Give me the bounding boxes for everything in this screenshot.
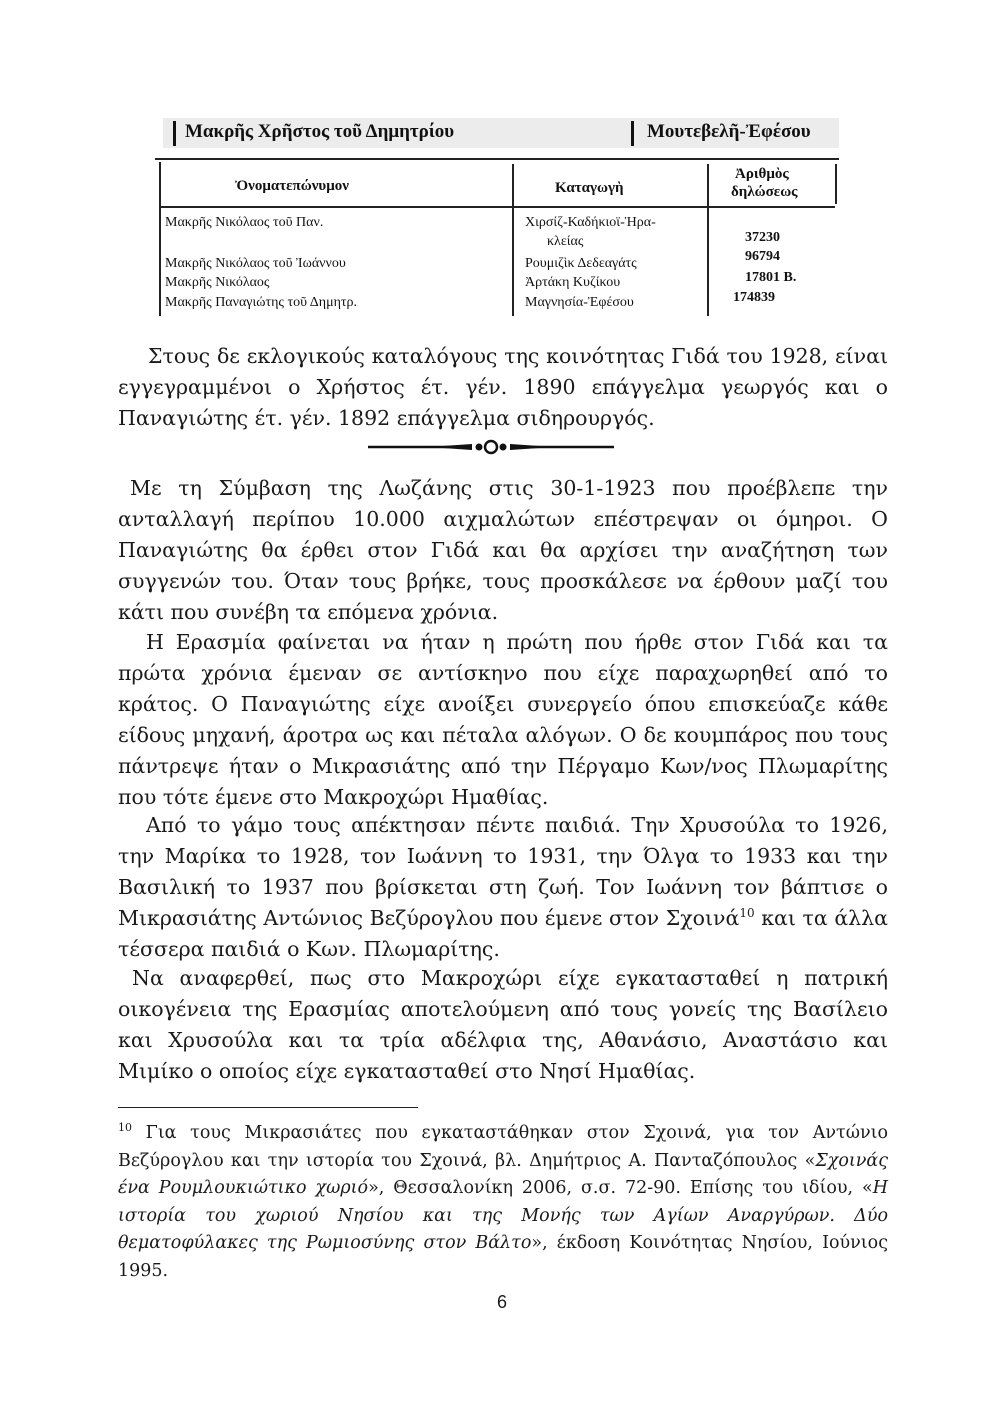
- paragraph-text: Από το γάμο τους απέκτησαν πέντε παιδιά. Την Χρυσούλα το 1926, την Μαρίκα το 1928, τον Ιωάννη το 1931, την Όλγα το 1933 και την Βασιλική το 1937 που βρίσκεται στη ζωή. Τον Ιωάννη τον βάπτισε ο Μικρασιάτης Αντώνιος Βεζύρογλου που έμενε στον Σχοινά: [118, 813, 888, 930]
- scanned-clipping-table: [155, 158, 839, 316]
- footnote-title: Σχοινάς ένα Ρουμλουκιώτικο χωριό: [118, 1150, 888, 1198]
- table-cell-origin: Ἀρτάκη Κυζίκου: [525, 275, 621, 290]
- table-cell-origin: Χιρσίζ-Καδήκιοϊ-Ἡρα-: [525, 215, 656, 230]
- table-cell-number: 37230: [745, 230, 780, 245]
- table-right-rule: [835, 164, 837, 204]
- table-cell-number: 96794: [745, 249, 780, 264]
- table-top-rule: [155, 158, 839, 160]
- table-cell-origin: Ρουμιζὶκ Δεδεαγάτς: [525, 256, 637, 271]
- footnote: [118, 1120, 888, 1285]
- footnote-separator: [118, 1107, 418, 1108]
- ornament-divider-icon: [368, 437, 614, 457]
- table-cell-origin: Μαγνησία-Ἐφέσου: [525, 295, 634, 310]
- footnote-title: Η ιστορία του χωριού Νησίου και της Μονής των Αγίων Αναργύρων. Δύο θεματοφύλακες της Ρωμιοσύνης στον Βάλτο: [118, 1178, 888, 1253]
- clipping-divider: [173, 121, 176, 146]
- footnote-number: 10: [118, 1121, 132, 1135]
- clipping-name: Μακρῆς Χρῆστος τοῦ Δημητρίου: [185, 121, 455, 142]
- paragraph: Να αναφερθεί, πως στο Μακροχώρι είχε εγκατασταθεί η πατρική οικογένεια της Ερασμίας αποτελούμενη από τους γονείς της Βασίλειο και Χρυσούλα και τα τρία αδέλφια της, Αθανάσιο, Αναστάσιο και Μιμίκο ο οποίος είχε εγκατασταθεί στο Νησί Ημαθίας.: [118, 966, 888, 1083]
- table-cell-origin: κλείας: [547, 234, 584, 249]
- footnote-text: », έκδοση Κοινότητας Νησίου, Ιούνιος 1995.: [118, 1233, 889, 1281]
- clipping-origin: Μουτεβελῆ-Ἐφέσου: [647, 121, 811, 142]
- paragraph: Με τη Σύμβαση της Λωζάνης στις 30-1-1923 που προέβλεπε την ανταλλαγή περίπου 10.000 αιχμαλώτων επέστρεψαν οι όμηροι. Ο Παναγιώτης θα έρθει στον Γιδά και θα αρχίσει την αναζήτηση των συγγενών του. Όταν τους βρήκε, τους προσκάλεσε να έρθουν μαζί του κάτι που συνέβη τα επόμενα χρόνια.: [118, 476, 888, 624]
- footnote-reference[interactable]: 10: [739, 906, 755, 921]
- scanned-clipping-header: [163, 118, 839, 148]
- table-cell-name: Μακρῆς Νικόλαος: [165, 275, 270, 290]
- footnote-text: », Θεσσαλονίκη 2006, σ.σ. 72-90. Επίσης του ιδίου, «: [368, 1178, 873, 1198]
- table-cell-number: 17801 Β.: [745, 270, 797, 285]
- column-header-number: Ἀριθμὸς: [735, 166, 789, 182]
- paragraph: [118, 810, 888, 965]
- table-cell-name: Μακρῆς Νικόλαος τοῦ Παν.: [165, 215, 324, 230]
- paragraph: Στους δε εκλογικούς καταλόγους της κοινότητας Γιδά του 1928, είναι εγγεγραμμένοι ο Χρήστος έτ. γέν. 1890 επάγγελμα γεωργός και ο Παναγιώτης έτ. γέν. 1892 επάγγελμα σιδηρουργός.: [118, 344, 888, 430]
- clipping-divider: [631, 121, 634, 146]
- table-header-rule: [159, 206, 835, 208]
- column-header-origin: Καταγωγὴ: [555, 180, 624, 196]
- column-header-number: δηλώσεως: [731, 184, 798, 200]
- paragraph: Η Ερασμία φαίνεται να ήταν η πρώτη που ήρθε στον Γιδά και τα πρώτα χρόνια έμεναν σε αντίσκηνο που είχε παραχωρηθεί από το κράτος. Ο Παναγιώτης είχε ανοίξει συνεργείο όπου επισκεύαζε κάθε είδους μηχανή, άροτρα ως και πέταλα αλόγων. Ο δε κουμπάρος που τους πάντρεψε ήταν ο Μικρασιάτης από την Πέργαμο Κων/νος Πλωμαρίτης που τότε έμενε στο Μακροχώρι Ημαθίας.: [118, 630, 888, 809]
- page-number: 6: [496, 1292, 507, 1312]
- table-col-rule: [707, 164, 709, 316]
- paragraph-text: και τα άλλα τέσσερα παιδιά ο Κων. Πλωμαρίτης.: [118, 906, 889, 961]
- table-cell-name: Μακρῆς Νικόλαος τοῦ Ἰωάννου: [165, 256, 346, 271]
- column-header-name: Ὀνοματεπώνυμον: [235, 178, 349, 194]
- footnote-text: Για τους Μικρασιάτες που εγκαταστάθηκαν στον Σχοινά, για τον Αντώνιο Βεζύρογλου και την ιστορία του Σχοινά, βλ. Δημήτριος Α. Πανταζόπουλος «: [118, 1123, 888, 1171]
- table-cell-number: 174839: [733, 290, 775, 305]
- table-cell-name: Μακρῆς Παναγιώτης τοῦ Δημητρ.: [165, 295, 358, 310]
- table-col-rule: [512, 164, 514, 316]
- table-left-rule: [159, 162, 161, 316]
